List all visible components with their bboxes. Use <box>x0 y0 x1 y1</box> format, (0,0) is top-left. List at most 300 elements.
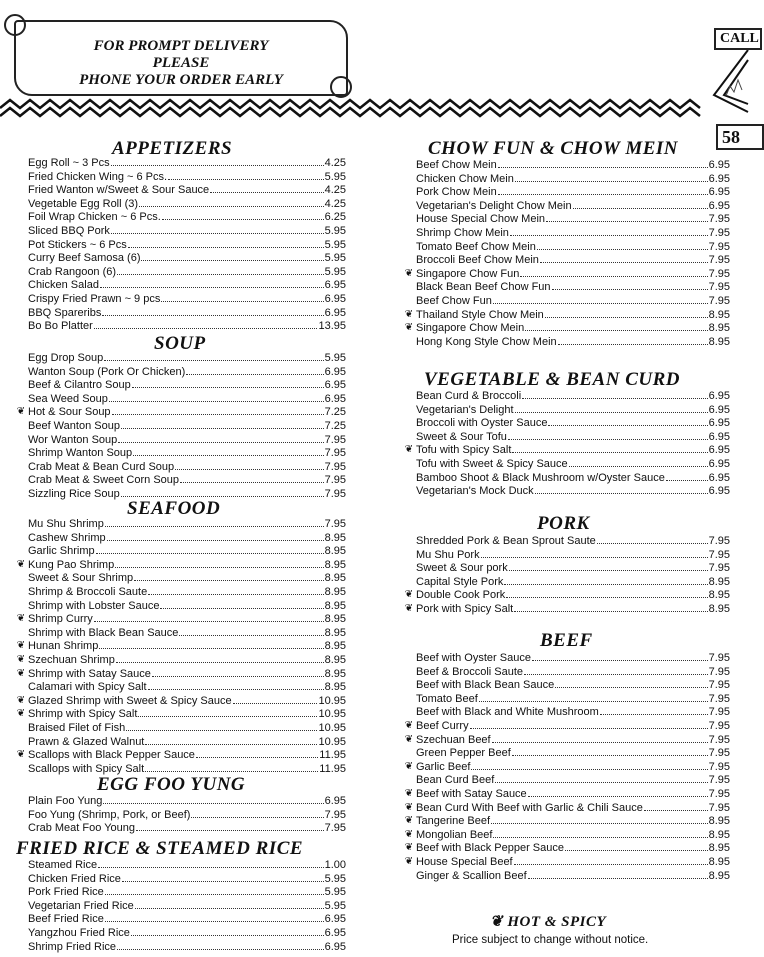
menu-item-price: 8.95 <box>708 335 730 348</box>
menu-item-price: 7.95 <box>708 652 730 664</box>
menu-item-name: Broccoli Beef Chow Mein <box>416 254 539 267</box>
dot-leader <box>600 705 708 715</box>
menu-item <box>416 294 730 308</box>
dot-leader <box>514 602 707 612</box>
menu-item-price: 8.95 <box>708 869 730 882</box>
menu-item-name: Thailand Style Chow Mein <box>416 308 544 321</box>
hot-pepper-icon: ❦ <box>404 719 414 731</box>
menu-item-price: 10.95 <box>318 735 346 748</box>
menu-item-name: Szechuan Shrimp <box>28 653 115 666</box>
hot-pepper-icon: ❦ <box>404 602 414 614</box>
menu-item-name: Vegetarian's Mock Duck <box>416 485 534 498</box>
menu-item-price: 6.95 <box>324 940 346 953</box>
menu-item <box>28 392 346 406</box>
menu-item-name: Pork Fried Rice <box>28 886 104 899</box>
menu-item-name: Yangzhou Fried Rice <box>28 926 130 939</box>
menu-item <box>404 443 730 457</box>
menu-item-price: 7.95 <box>708 226 730 239</box>
dot-leader <box>116 653 324 663</box>
menu-item-name: Plain Foo Yung <box>28 795 103 807</box>
menu-item-name: Wanton Soup (Pork Or Chicken) <box>28 365 186 378</box>
hot-pepper-icon: ❦ <box>404 760 414 772</box>
menu-item-price: 13.95 <box>318 320 346 333</box>
menu-item-price: 6.95 <box>708 172 730 185</box>
pork-list <box>404 534 730 616</box>
dot-leader <box>186 365 323 375</box>
menu-item-price: 8.95 <box>324 599 346 612</box>
dot-leader <box>524 665 708 675</box>
dot-leader <box>109 392 324 402</box>
menu-item-price: 6.95 <box>324 926 346 939</box>
menu-item <box>416 403 730 417</box>
menu-item-price: 7.95 <box>708 679 730 692</box>
menu-item-price: 7.95 <box>708 665 730 678</box>
menu-item-price: 7.95 <box>324 487 346 500</box>
dot-leader <box>210 183 323 193</box>
menu-item-name: Shrimp Wanton Soup <box>28 447 133 460</box>
menu-item <box>16 694 346 708</box>
menu-item-price: 5.95 <box>324 899 346 912</box>
menu-item-price: 6.95 <box>708 159 730 171</box>
menu-item-price: 7.95 <box>708 692 730 705</box>
menu-item-name: Singapore Chow Fun <box>416 267 520 280</box>
menu-item-name: Garlic Shrimp <box>28 545 95 558</box>
menu-item-price: 7.95 <box>324 447 346 460</box>
hot-pepper-icon: ❦ <box>404 589 414 601</box>
menu-item-name: Beef Curry <box>416 719 469 732</box>
dot-leader <box>515 172 708 182</box>
dot-leader <box>498 158 708 168</box>
menu-item-name: Scallops with Spicy Salt <box>28 762 145 775</box>
menu-item <box>28 183 346 197</box>
menu-item <box>28 517 346 531</box>
menu-item-name: Crab Rangoon (6) <box>28 265 117 278</box>
menu-item-name: Vegetarian's Delight Chow Mein <box>416 199 572 212</box>
hot-pepper-icon: ❦ <box>404 787 414 799</box>
menu-item-price: 6.95 <box>708 430 730 443</box>
dot-leader <box>152 667 324 677</box>
menu-item-price: 4.25 <box>324 197 346 210</box>
menu-item-name: Sea Weed Soup <box>28 392 108 405</box>
menu-item-price: 8.95 <box>708 842 730 855</box>
menu-item <box>416 548 730 562</box>
menu-item <box>404 855 730 869</box>
fried-rice-list <box>28 858 346 953</box>
menu-item <box>28 821 346 835</box>
menu-item <box>416 773 730 787</box>
banner-line-2: PLEASE <box>152 55 210 71</box>
menu-item <box>28 626 346 640</box>
menu-item <box>416 253 730 267</box>
menu-item <box>404 588 730 602</box>
section-title-appetizers: APPETIZERS <box>112 138 233 159</box>
menu-item <box>416 692 730 706</box>
scroll-curl-icon <box>4 14 26 36</box>
egg-foo-yung-list <box>28 794 346 835</box>
menu-item <box>416 651 730 665</box>
menu-item-name: Beef & Broccoli Saute <box>416 665 524 678</box>
dot-leader <box>112 405 324 415</box>
menu-item-price: 6.95 <box>324 913 346 926</box>
menu-item-name: Mongolian Beef <box>416 828 493 841</box>
menu-item-price: 8.95 <box>324 667 346 680</box>
dot-leader <box>537 240 708 250</box>
menu-item-name: Bean Curd Beef <box>416 774 495 787</box>
dot-leader <box>532 651 708 661</box>
menu-item-name: Braised Filet of Fish <box>28 721 126 734</box>
menu-item <box>28 872 346 886</box>
dot-leader <box>148 680 324 690</box>
menu-item <box>416 534 730 548</box>
dot-leader <box>115 558 323 568</box>
hot-pepper-icon: ❦ <box>16 558 26 570</box>
menu-item-name: Beef with Satay Sauce <box>416 787 527 800</box>
menu-item-name: Prawn & Glazed Walnut <box>28 735 145 748</box>
menu-item-name: Hot & Sour Soup <box>28 406 111 419</box>
menu-item-name: Crab Meat & Sweet Corn Soup <box>28 474 180 487</box>
dot-leader <box>495 773 707 783</box>
menu-item-name: Vegetarian Fried Rice <box>28 899 134 912</box>
menu-item-name: Shrimp Fried Rice <box>28 940 117 953</box>
menu-item <box>28 319 346 333</box>
menu-item-price: 7.95 <box>708 254 730 267</box>
menu-item <box>28 351 346 365</box>
beef-list <box>404 651 730 882</box>
menu-item-name: Shrimp & Broccoli Saute <box>28 585 148 598</box>
menu-item-price: 10.95 <box>318 721 346 734</box>
menu-item-price: 7.95 <box>708 719 730 732</box>
dot-leader <box>104 351 323 361</box>
vegetable-list <box>404 389 730 498</box>
dot-leader <box>94 612 324 622</box>
menu-item-name: Glazed Shrimp with Sweet & Spicy Sauce <box>28 694 232 707</box>
menu-item <box>28 278 346 292</box>
dot-leader <box>98 858 323 868</box>
menu-item-name: Tomato Beef Chow Mein <box>416 240 536 253</box>
menu-item-price: 6.25 <box>324 211 346 224</box>
menu-item-price: 11.95 <box>319 762 346 775</box>
hot-pepper-icon: ❦ <box>16 653 26 665</box>
dot-leader <box>520 267 707 277</box>
dot-leader <box>100 278 324 288</box>
menu-item <box>416 280 730 294</box>
section-title-fried-rice: FRIED RICE & STEAMED RICE <box>16 838 304 859</box>
menu-item <box>28 794 346 808</box>
menu-item-name: Garlic Beef <box>416 760 471 773</box>
menu-item-price: 7.95 <box>708 294 730 307</box>
menu-item-price: 8.95 <box>708 602 730 615</box>
menu-item-name: Ginger & Scallion Beef <box>416 869 527 882</box>
menu-item <box>28 238 346 252</box>
dot-leader <box>546 212 708 222</box>
menu-item-price: 8.95 <box>324 681 346 694</box>
menu-item-price: 7.25 <box>324 419 346 432</box>
menu-item <box>416 185 730 199</box>
menu-item <box>28 473 346 487</box>
menu-item-name: Tangerine Beef <box>416 815 490 828</box>
menu-item <box>28 680 346 694</box>
menu-item-price: 5.95 <box>324 170 346 183</box>
menu-item-name: Singapore Chow Mein <box>416 322 525 335</box>
menu-item <box>416 575 730 589</box>
menu-item-name: Sweet & Sour Shrimp <box>28 572 134 585</box>
dot-leader <box>491 814 708 824</box>
section-title-vegetable: VEGETABLE & BEAN CURD <box>424 369 680 390</box>
menu-item-price: 8.95 <box>708 828 730 841</box>
menu-item-price: 6.95 <box>324 279 346 292</box>
dot-leader <box>512 443 707 453</box>
menu-item <box>404 733 730 747</box>
price-note: Price subject to change without notice. <box>452 934 649 946</box>
menu-item-name: House Special Chow Mein <box>416 213 546 226</box>
menu-item-name: Foil Wrap Chicken ~ 6 Pcs. <box>28 211 161 224</box>
menu-item-name: Sweet & Sour pork <box>416 562 508 575</box>
dot-leader <box>133 446 323 456</box>
dot-leader <box>136 821 324 831</box>
menu-item <box>28 735 346 749</box>
menu-item-name: Pork with Spicy Salt <box>416 602 514 615</box>
menu-item-name: Fried Wanton w/Sweet & Sour Sauce <box>28 184 210 197</box>
dot-leader <box>105 517 324 527</box>
hot-spicy-legend <box>490 912 606 931</box>
menu-item-price: 4.25 <box>324 157 346 169</box>
menu-item <box>28 446 346 460</box>
menu-item <box>416 705 730 719</box>
menu-item-price: 8.95 <box>324 531 346 544</box>
menu-item-name: Chicken Chow Mein <box>416 172 514 185</box>
dot-leader <box>597 534 708 544</box>
dot-leader <box>514 855 708 865</box>
menu-item <box>16 707 346 721</box>
menu-item-price: 7.95 <box>324 433 346 446</box>
dot-leader <box>552 280 708 290</box>
menu-item <box>28 224 346 238</box>
menu-item <box>416 869 730 883</box>
menu-item <box>404 719 730 733</box>
dot-leader <box>107 531 324 541</box>
menu-item-price: 8.95 <box>708 855 730 868</box>
menu-item-name: Broccoli with Oyster Sauce <box>416 417 548 430</box>
menu-item <box>416 457 730 471</box>
zigzag-divider <box>0 96 700 120</box>
menu-item-price: 11.95 <box>319 749 346 762</box>
dot-leader <box>233 694 318 704</box>
menu-item-name: Beef with Black Bean Sauce <box>416 679 555 692</box>
dot-leader <box>540 253 708 263</box>
menu-item <box>28 170 346 184</box>
menu-item-name: House Special Beef <box>416 855 513 868</box>
dot-leader <box>522 389 707 399</box>
menu-item-price: 7.95 <box>708 801 730 814</box>
appetizers-list <box>28 156 346 333</box>
dot-leader <box>504 575 707 585</box>
menu-item-price: 7.95 <box>324 460 346 473</box>
menu-item-name: Beef Fried Rice <box>28 913 104 926</box>
hot-pepper-icon: ❦ <box>404 855 414 867</box>
menu-item-name: Shrimp with Black Bean Sauce <box>28 626 179 639</box>
menu-item-name: Wor Wanton Soup <box>28 433 118 446</box>
menu-item-price: 7.95 <box>708 747 730 760</box>
dot-leader <box>510 226 708 236</box>
menu-item-name: BBQ Spareribs <box>28 306 102 319</box>
menu-item <box>404 841 730 855</box>
menu-item-name: Shrimp with Lobster Sauce <box>28 599 160 612</box>
hot-pepper-icon: ❦ <box>16 708 26 720</box>
dot-leader <box>148 585 323 595</box>
menu-item-name: Hunan Shrimp <box>28 640 99 653</box>
menu-item-price: 6.95 <box>324 292 346 305</box>
menu-item-price: 7.95 <box>324 474 346 487</box>
menu-item-name: Double Cook Pork <box>416 589 506 602</box>
dot-leader <box>175 460 323 470</box>
menu-item-name: Vegetarian's Delight <box>416 403 514 416</box>
menu-item <box>28 926 346 940</box>
menu-item-price: 5.95 <box>324 886 346 899</box>
menu-item <box>404 308 730 322</box>
menu-item-name: Crab Meat Foo Young <box>28 822 136 835</box>
menu-item-name: Bo Bo Platter <box>28 320 93 333</box>
menu-item <box>28 210 346 224</box>
menu-item-price: 8.95 <box>708 308 730 321</box>
dot-leader <box>545 308 708 318</box>
menu-item-name: Chicken Fried Rice <box>28 872 121 885</box>
soup-list <box>16 351 346 501</box>
menu-item <box>404 828 730 842</box>
dot-leader <box>103 794 323 804</box>
menu-item-name: Shrimp Curry <box>28 613 93 626</box>
menu-item <box>416 678 730 692</box>
dot-leader <box>162 210 324 220</box>
dot-leader <box>134 571 323 581</box>
dot-leader <box>509 561 708 571</box>
menu-item-name: Beef with Oyster Sauce <box>416 652 531 664</box>
dot-leader <box>481 548 708 558</box>
hot-pepper-icon: ❦ <box>16 613 26 625</box>
dot-leader <box>132 378 324 388</box>
menu-item <box>28 460 346 474</box>
menu-item <box>16 748 346 762</box>
menu-item <box>28 885 346 899</box>
hot-pepper-icon: ❦ <box>404 322 414 334</box>
hot-pepper-icon: ❦ <box>404 267 414 279</box>
dot-leader <box>121 419 324 429</box>
menu-item <box>28 544 346 558</box>
menu-item <box>404 787 730 801</box>
menu-item <box>416 158 730 172</box>
menu-item-name: Egg Roll ~ 3 Pcs <box>28 157 110 169</box>
dot-leader <box>94 319 318 329</box>
menu-item-name: Cashew Shrimp <box>28 531 106 544</box>
menu-item <box>416 240 730 254</box>
hot-pepper-icon: ❦ <box>16 749 26 761</box>
menu-item <box>28 571 346 585</box>
menu-item <box>416 665 730 679</box>
call-label: CALL <box>714 28 762 50</box>
dot-leader <box>493 294 708 304</box>
menu-item-price: 7.95 <box>708 535 730 547</box>
section-title-beef: BEEF <box>540 630 593 651</box>
menu-item-name: Calamari with Spicy Salt <box>28 681 147 694</box>
menu-item-price: 6.95 <box>324 306 346 319</box>
menu-item <box>28 531 346 545</box>
menu-item-name: Green Pepper Beef <box>416 747 511 760</box>
menu-item-name: Steamed Rice <box>28 859 98 871</box>
menu-item-price: 8.95 <box>708 575 730 588</box>
dot-leader <box>105 885 324 895</box>
dot-leader <box>196 748 318 758</box>
menu-item-name: Sizzling Rice Soup <box>28 487 120 500</box>
menu-item-price: 7.95 <box>708 562 730 575</box>
menu-item-price: 6.95 <box>324 795 346 807</box>
menu-item-name: Mu Shu Pork <box>416 548 480 561</box>
menu-item-name: Hong Kong Style Chow Mein <box>416 335 557 348</box>
menu-item-price: 8.95 <box>324 558 346 571</box>
menu-item-name: Bamboo Shoot & Black Mushroom w/Oyster Sauce <box>416 471 665 484</box>
menu-item <box>28 365 346 379</box>
menu-item-price: 8.95 <box>324 640 346 653</box>
dot-leader <box>102 306 323 316</box>
menu-item-name: Tofu with Sweet & Spicy Sauce <box>416 457 568 470</box>
hot-pepper-icon: ❦ <box>16 406 26 418</box>
seafood-list <box>16 517 346 775</box>
menu-item-name: Capital Style Pork <box>416 575 504 588</box>
menu-item-price: 7.95 <box>708 548 730 561</box>
dot-leader <box>131 926 324 936</box>
section-title-egg-foo-yung: EGG FOO YUNG <box>97 774 246 795</box>
menu-item <box>28 265 346 279</box>
menu-item-name: Pork Chow Mein <box>416 186 497 199</box>
dot-leader <box>573 199 708 209</box>
hot-spicy-label: HOT & SPICY <box>507 914 607 930</box>
menu-item-name: Sweet & Sour Tofu <box>416 430 507 443</box>
menu-item-name: Beef Wanton Soup <box>28 419 120 432</box>
menu-item-price: 8.95 <box>324 572 346 585</box>
dot-leader <box>111 224 324 234</box>
menu-item-price: 10.95 <box>318 708 346 721</box>
menu-item <box>404 760 730 774</box>
dot-leader <box>515 403 708 413</box>
menu-item-name: Egg Drop Soup <box>28 352 104 364</box>
dot-leader <box>470 719 708 729</box>
dot-leader <box>565 841 708 851</box>
dot-leader <box>111 156 324 166</box>
menu-item-price: 5.95 <box>324 872 346 885</box>
menu-item-name: Beef Chow Mein <box>416 159 497 171</box>
menu-item <box>404 321 730 335</box>
menu-item-name: Scallops with Black Pepper Sauce <box>28 749 195 762</box>
menu-item <box>416 430 730 444</box>
banner-line-3: PHONE YOUR ORDER EARLY <box>79 72 283 88</box>
menu-item-price: 6.95 <box>708 390 730 402</box>
menu-item <box>28 292 346 306</box>
dot-leader <box>525 321 707 331</box>
section-title-seafood: SEAFOOD <box>127 498 221 519</box>
menu-item <box>28 899 346 913</box>
menu-item-price: 5.95 <box>324 252 346 265</box>
menu-item <box>416 172 730 186</box>
menu-item-name: Foo Yung (Shrimp, Pork, or Beef) <box>28 808 191 821</box>
hot-pepper-icon: ❦ <box>404 842 414 854</box>
corner-ribbon-icon <box>700 40 750 130</box>
menu-item <box>404 814 730 828</box>
menu-item-name: Beef & Cilantro Soup <box>28 379 131 392</box>
menu-item <box>416 471 730 485</box>
menu-item-price: 7.95 <box>324 518 346 530</box>
dot-leader <box>122 872 324 882</box>
menu-item <box>28 940 346 954</box>
phone-prefix: 58 <box>716 124 764 150</box>
menu-item-price: 7.95 <box>708 706 730 719</box>
